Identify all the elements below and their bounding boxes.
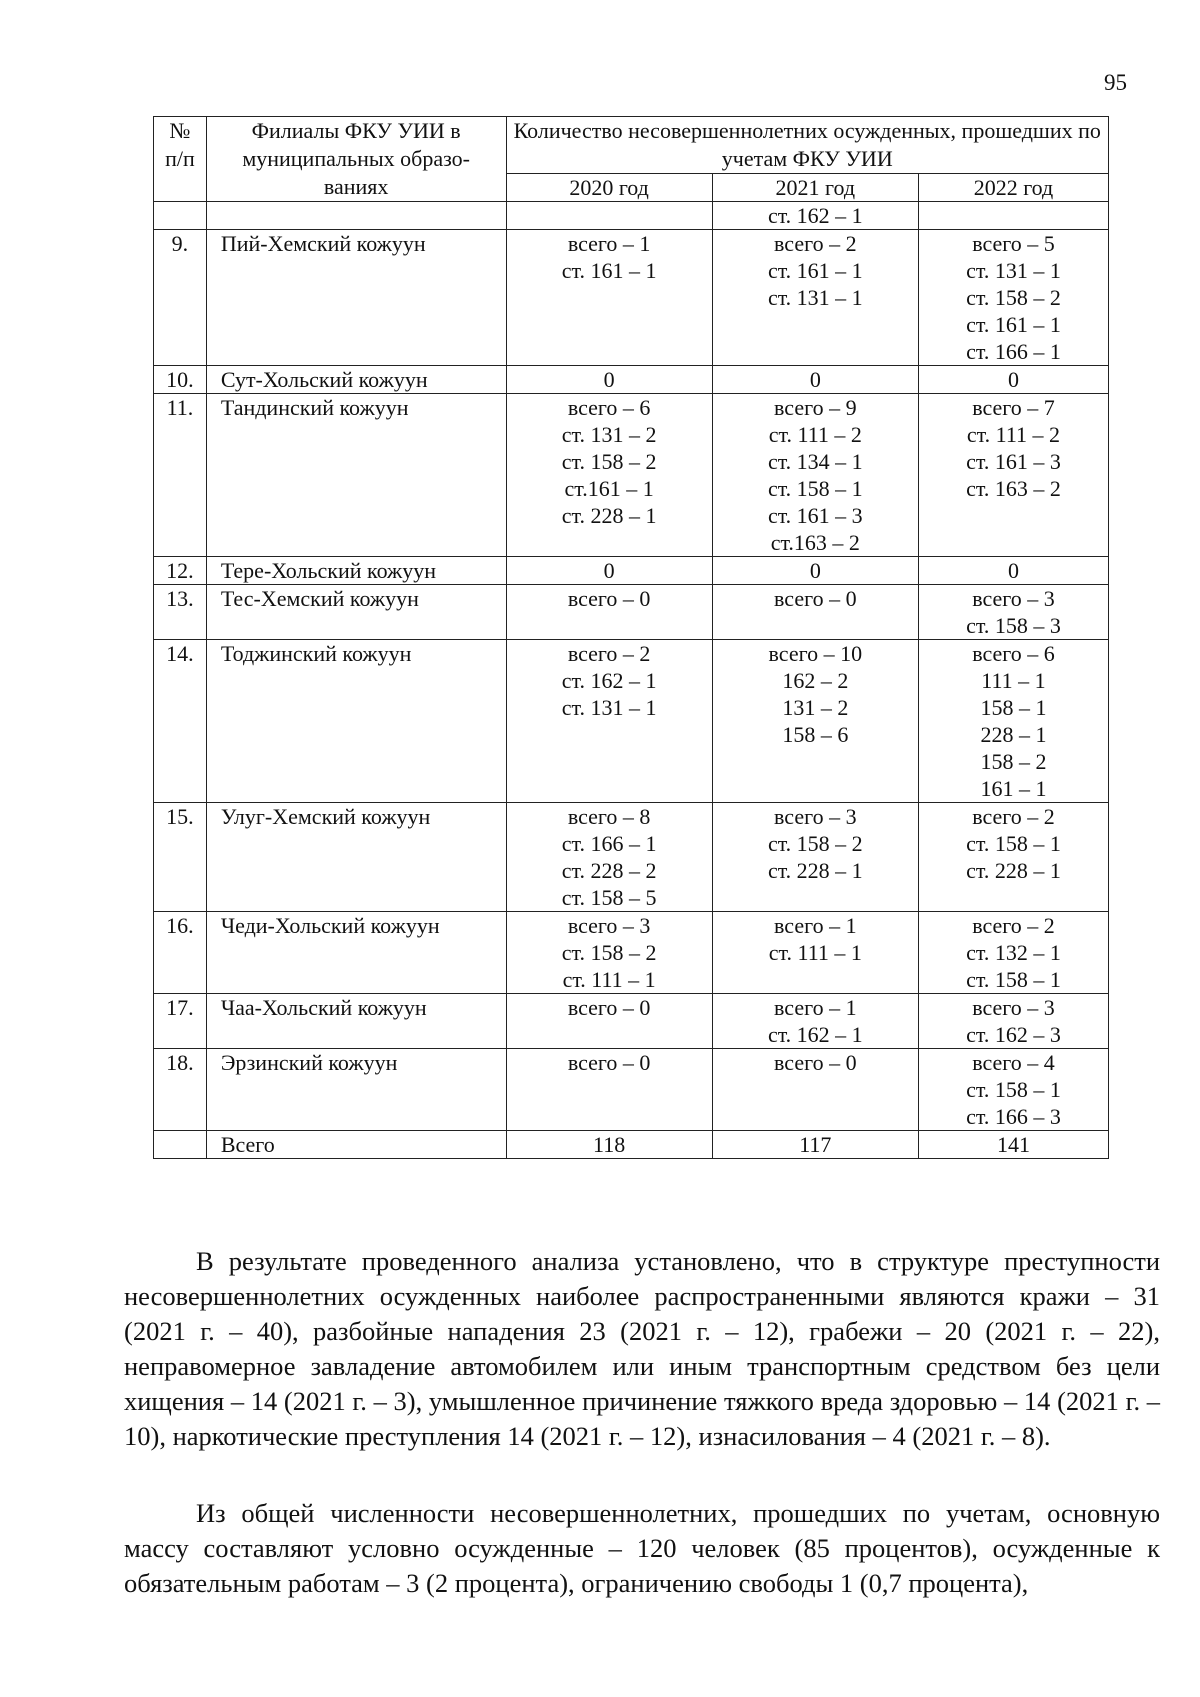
row-number: 14.	[154, 640, 207, 803]
row-number: 15.	[154, 803, 207, 912]
cell-y2020	[506, 912, 712, 994]
cell-line: ст. 228 – 1	[966, 858, 1061, 883]
cell-line: ст. 158 – 1	[966, 967, 1061, 992]
table-row	[154, 557, 1109, 585]
cell-line: 0	[603, 558, 615, 583]
cell-y2021	[712, 557, 918, 585]
cell-line: всего – 2	[972, 804, 1055, 829]
cell-y2020	[506, 557, 712, 585]
cell-line: ст. 158 – 2	[561, 449, 657, 474]
cell-line: ст. 161 – 3	[966, 449, 1061, 474]
cell-line: всего – 0	[567, 995, 651, 1020]
cell-line: ст. 158 – 1	[767, 476, 863, 501]
cell-y2021	[712, 640, 918, 803]
row-branch-name: Сут-Хольский кожуун	[206, 366, 506, 394]
cell-y2020	[506, 366, 712, 394]
cell-y2021	[712, 912, 918, 994]
cell-line: ст. 161 – 3	[767, 503, 863, 528]
cell-line: ст. 158 – 3	[966, 613, 1061, 638]
cell-line: ст. 131 – 2	[561, 422, 657, 447]
cell-line: 158 – 2	[980, 749, 1047, 774]
cell-line: всего – 3	[774, 804, 857, 829]
cell-y2022	[918, 1131, 1108, 1159]
cell-y2021	[712, 230, 918, 366]
cell-y2021	[712, 394, 918, 557]
table-row	[154, 585, 1109, 640]
table-row	[154, 202, 1109, 230]
cell-line: всего – 1	[774, 913, 857, 938]
paragraph-text: Из общей численности несовершеннолетних, прошедших по учетам, основную массу составляют условно осужденные – 120 человек (85 процентов), осужденные к обязательным работам – 3 (2 процента), ограничению свободы 1 (0,7 процента),	[124, 1498, 1160, 1598]
cell-line: ст. 158 – 1	[966, 1077, 1061, 1102]
header-num: № п/п	[154, 117, 207, 202]
cell-line: 158 – 6	[782, 722, 849, 747]
cell-line: 228 – 1	[980, 722, 1047, 747]
table-row	[154, 912, 1109, 994]
paragraph-structure	[124, 1496, 1160, 1601]
table-row	[154, 1049, 1109, 1131]
row-branch-name: Улуг-Хемский кожуун	[206, 803, 506, 912]
cell-line: всего – 4	[972, 1050, 1055, 1075]
row-branch-name: Чаа-Хольский кожуун	[206, 994, 506, 1049]
row-number: 11.	[154, 394, 207, 557]
row-branch-name: Эрзинский кожуун	[206, 1049, 506, 1131]
cell-y2022	[918, 557, 1108, 585]
cell-line: всего – 8	[567, 804, 651, 829]
cell-line: ст. 111 – 1	[768, 940, 862, 965]
cell-line: ст. 162 – 3	[966, 1022, 1061, 1047]
cell-line: всего – 0	[774, 586, 857, 611]
cell-y2020	[506, 585, 712, 640]
cell-line: ст. 228 – 2	[561, 858, 657, 883]
cell-line: ст. 162 – 1	[767, 1022, 863, 1047]
cell-line: ст. 158 – 2	[767, 831, 863, 856]
cell-line: 0	[1007, 558, 1019, 583]
row-branch-name: Тоджинский кожуун	[206, 640, 506, 803]
cell-y2021	[712, 366, 918, 394]
row-branch-name: Тере-Хольский кожуун	[206, 557, 506, 585]
cell-line: всего – 9	[774, 395, 857, 420]
cell-line: ст. 166 – 3	[966, 1104, 1061, 1129]
cell-y2021	[712, 585, 918, 640]
table-row	[154, 1131, 1109, 1159]
row-number: 10.	[154, 366, 207, 394]
cell-line: всего – 3	[972, 995, 1055, 1020]
cell-line: всего – 2	[567, 641, 651, 666]
cell-line: всего – 6	[972, 641, 1055, 666]
cell-line: всего – 0	[567, 1050, 651, 1075]
cell-line: 0	[603, 367, 615, 392]
cell-line: всего – 7	[972, 395, 1055, 420]
cell-line: 0	[809, 367, 821, 392]
cell-y2022	[918, 366, 1108, 394]
cell-line: всего – 1	[774, 995, 857, 1020]
cell-line: 118	[593, 1132, 626, 1157]
table-row	[154, 394, 1109, 557]
cell-line: ст. 158 – 1	[966, 831, 1061, 856]
row-number: 16.	[154, 912, 207, 994]
cell-line: 0	[809, 558, 821, 583]
table-row	[154, 366, 1109, 394]
cell-y2022	[918, 640, 1108, 803]
cell-line: всего – 5	[972, 231, 1055, 256]
cell-line: ст. 161 – 1	[767, 258, 863, 283]
header-branch: Филиалы ФКУ УИИ в муниципальных образо-ваниях	[206, 117, 506, 202]
cell-line: ст. 161 – 1	[966, 312, 1061, 337]
cell-line: всего – 6	[567, 395, 651, 420]
row-number: 12.	[154, 557, 207, 585]
cell-line: всего – 0	[567, 586, 651, 611]
paragraph-analysis	[124, 1244, 1160, 1454]
cell-y2020	[506, 230, 712, 366]
cell-y2021	[712, 1131, 918, 1159]
cell-line: ст. 161 – 1	[561, 258, 657, 283]
row-branch-name: Всего	[206, 1131, 506, 1159]
cell-line: ст. 131 – 1	[966, 258, 1061, 283]
cell-line: всего – 2	[774, 231, 857, 256]
cell-y2022	[918, 394, 1108, 557]
cell-line: 0	[1007, 367, 1019, 392]
cell-line: всего – 2	[972, 913, 1055, 938]
row-number	[154, 1131, 207, 1159]
cell-y2022	[918, 1049, 1108, 1131]
table-row	[154, 640, 1109, 803]
row-branch-name: Пий-Хемский кожуун	[206, 230, 506, 366]
cell-y2021	[712, 803, 918, 912]
cell-line: ст. 158 – 2	[966, 285, 1061, 310]
cell-line: ст.161 – 1	[564, 476, 654, 501]
cell-line: всего – 1	[567, 231, 651, 256]
row-branch-name	[206, 202, 506, 230]
cell-y2022	[918, 230, 1108, 366]
cell-line: ст. 111 – 2	[966, 422, 1061, 447]
table-header-row	[154, 117, 1109, 174]
header-count: Количество несовершеннолетних осужденных, прошедших по учетам ФКУ УИИ	[506, 117, 1109, 174]
cell-y2020	[506, 1131, 712, 1159]
cell-y2022	[918, 803, 1108, 912]
cell-y2022	[918, 585, 1108, 640]
cell-y2020	[506, 394, 712, 557]
cell-y2020	[506, 1049, 712, 1131]
cell-y2022	[918, 202, 1108, 230]
cell-y2020	[506, 202, 712, 230]
header-year-2020: 2020 год	[506, 174, 712, 202]
cell-line: 131 – 2	[782, 695, 849, 720]
cell-y2021	[712, 994, 918, 1049]
cell-line: ст.163 – 2	[770, 530, 860, 555]
data-table	[153, 116, 1109, 1159]
table-row	[154, 803, 1109, 912]
cell-line: ст. 131 – 1	[767, 285, 863, 310]
row-branch-name: Чеди-Хольский кожуун	[206, 912, 506, 994]
cell-line: 158 – 1	[980, 695, 1047, 720]
cell-line: ст. 131 – 1	[561, 695, 657, 720]
cell-line: ст. 111 – 1	[562, 967, 656, 992]
row-branch-name: Тес-Хемский кожуун	[206, 585, 506, 640]
cell-line: ст. 134 – 1	[767, 449, 863, 474]
cell-y2022	[918, 994, 1108, 1049]
cell-line: ст. 166 – 1	[561, 831, 657, 856]
cell-line: ст. 163 – 2	[966, 476, 1061, 501]
cell-line: 162 – 2	[782, 668, 849, 693]
paragraph-text: В результате проведенного анализа установлено, что в структуре преступности несовершеннолетних осужденных наиболее распространенными являются кражи – 31 (2021 г. – 40), разбойные нападения 23 (2021 г. – 12), грабежи – 20 (2021 г. – 22), неправомерное завладение автомобилем или иным транспортным средством без цели хищения – 14 (2021 г. – 3), умышленное причинение тяжкого вреда здоровью – 14 (2021 г. – 10), наркотические преступления 14 (2021 г. – 12), изнасилования – 4 (2021 г. – 8).	[124, 1246, 1160, 1451]
cell-line: ст. 132 – 1	[966, 940, 1061, 965]
cell-y2020	[506, 994, 712, 1049]
row-number: 18.	[154, 1049, 207, 1131]
cell-line: 141	[996, 1132, 1030, 1157]
cell-y2022	[918, 912, 1108, 994]
cell-y2020	[506, 640, 712, 803]
cell-line: ст. 158 – 5	[561, 885, 657, 910]
cell-line: всего – 3	[972, 586, 1055, 611]
cell-line: ст. 158 – 2	[561, 940, 657, 965]
cell-y2020	[506, 803, 712, 912]
cell-line: ст. 162 – 1	[561, 668, 657, 693]
cell-line: ст. 162 – 1	[767, 203, 863, 228]
row-branch-name: Тандинский кожуун	[206, 394, 506, 557]
cell-y2021	[712, 1049, 918, 1131]
cell-line: 117	[799, 1132, 832, 1157]
row-number: 13.	[154, 585, 207, 640]
table-row	[154, 230, 1109, 366]
cell-line: ст. 166 – 1	[966, 339, 1061, 364]
cell-line: ст. 228 – 1	[561, 503, 657, 528]
cell-line: 161 – 1	[980, 776, 1047, 801]
cell-line: всего – 10	[768, 641, 863, 666]
cell-line: ст. 111 – 2	[768, 422, 862, 447]
cell-line: 111 – 1	[981, 668, 1046, 693]
cell-line: всего – 3	[567, 913, 651, 938]
cell-line: ст. 228 – 1	[767, 858, 863, 883]
row-number	[154, 202, 207, 230]
table-row	[154, 994, 1109, 1049]
cell-y2021	[712, 202, 918, 230]
page-number: 95	[1104, 70, 1127, 95]
header-year-2021: 2021 год	[712, 174, 918, 202]
row-number: 17.	[154, 994, 207, 1049]
header-year-2022: 2022 год	[918, 174, 1108, 202]
row-number: 9.	[154, 230, 207, 366]
cell-line: всего – 0	[774, 1050, 857, 1075]
